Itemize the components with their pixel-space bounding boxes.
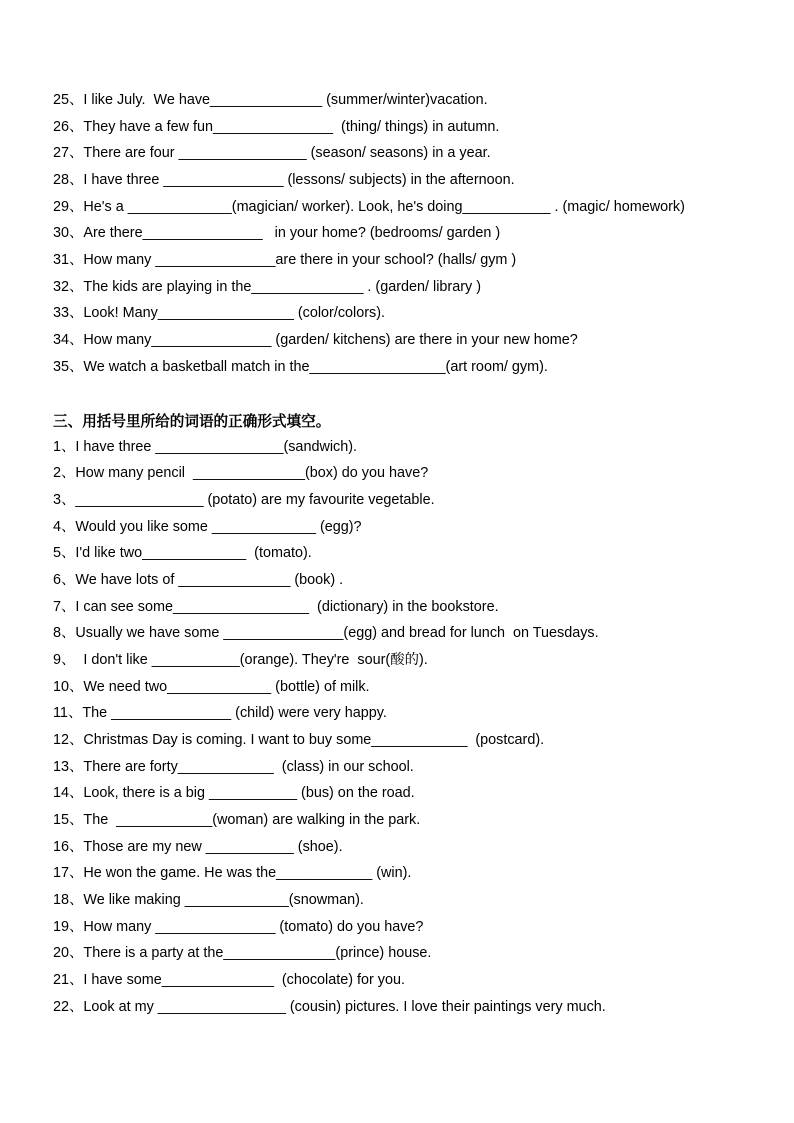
section-heading: 三、用括号里所给的词语的正确形式填空。 bbox=[53, 413, 331, 430]
exercise-item-35: 35、We watch a basketball match in the_________________(art room/ gym). bbox=[53, 359, 548, 375]
exercise-item-b14: 14、Look, there is a big ___________ (bus) on the road. bbox=[53, 785, 415, 801]
exercise-item-b6: 6、We have lots of ______________ (book) . bbox=[53, 572, 344, 588]
exercise-item-b15: 15、The ____________(woman) are walking in the park. bbox=[53, 812, 421, 828]
exercise-item-b10: 10、We need two_____________ (bottle) of milk. bbox=[53, 679, 370, 695]
exercise-item-b4: 4、Would you like some _____________ (egg)? bbox=[53, 519, 362, 535]
exercise-item-34: 34、How many_______________ (garden/ kitchens) are there in your new home? bbox=[53, 332, 578, 348]
exercise-item-b11: 11、The _______________ (child) were very happy. bbox=[53, 705, 387, 721]
exercise-item-b7: 7、I can see some_________________ (dictionary) in the bookstore. bbox=[53, 599, 499, 615]
exercise-item-26: 26、They have a few fun_______________ (thing/ things) in autumn. bbox=[53, 119, 500, 135]
exercise-item-b18: 18、We like making _____________(snowman). bbox=[53, 892, 364, 908]
exercise-item-b1: 1、I have three ________________(sandwich). bbox=[53, 439, 358, 455]
exercise-item-b19: 19、How many _______________ (tomato) do you have? bbox=[53, 919, 424, 935]
exercise-item-b16: 16、Those are my new ___________ (shoe). bbox=[53, 839, 343, 855]
exercise-item-b17: 17、He won the game. He was the____________ (win). bbox=[53, 865, 412, 881]
exercise-item-b3: 3、________________ (potato) are my favourite vegetable. bbox=[53, 492, 435, 508]
exercise-item-30: 30、Are there_______________ in your home? (bedrooms/ garden ) bbox=[53, 225, 501, 241]
exercise-item-27: 27、There are four ________________ (season/ seasons) in a year. bbox=[53, 145, 491, 161]
exercise-item-b8: 8、Usually we have some _______________(egg) and bread for lunch on Tuesdays. bbox=[53, 625, 599, 641]
exercise-item-b21: 21、I have some______________ (chocolate) for you. bbox=[53, 972, 406, 988]
exercise-item-b22: 22、Look at my ________________ (cousin) pictures. I love their paintings very much. bbox=[53, 999, 606, 1015]
exercise-item-b20: 20、There is a party at the______________(prince) house. bbox=[53, 945, 432, 961]
exercise-item-33: 33、Look! Many_________________ (color/colors). bbox=[53, 305, 386, 321]
exercise-item-25: 25、I like July. We have______________ (summer/winter)vacation. bbox=[53, 92, 488, 108]
exercise-item-32: 32、The kids are playing in the______________ . (garden/ library ) bbox=[53, 279, 481, 295]
exercise-item-28: 28、I have three _______________ (lessons/ subjects) in the afternoon. bbox=[53, 172, 515, 188]
exercise-item-b9: 9、 I don't like ___________(orange). They're sour(酸的). bbox=[53, 652, 428, 668]
exercise-item-b13: 13、There are forty____________ (class) in our school. bbox=[53, 759, 414, 775]
exercise-item-b5: 5、I'd like two_____________ (tomato). bbox=[53, 545, 312, 561]
exercise-item-b12: 12、Christmas Day is coming. I want to buy some____________ (postcard). bbox=[53, 732, 545, 748]
exercise-item-31: 31、How many _______________are there in your school? (halls/ gym ) bbox=[53, 252, 517, 268]
exercise-item-29: 29、He's a _____________(magician/ worker). Look, he's doing___________ . (magic/ homework) bbox=[53, 199, 685, 215]
exercise-item-b2: 2、How many pencil ______________(box) do you have? bbox=[53, 465, 429, 481]
